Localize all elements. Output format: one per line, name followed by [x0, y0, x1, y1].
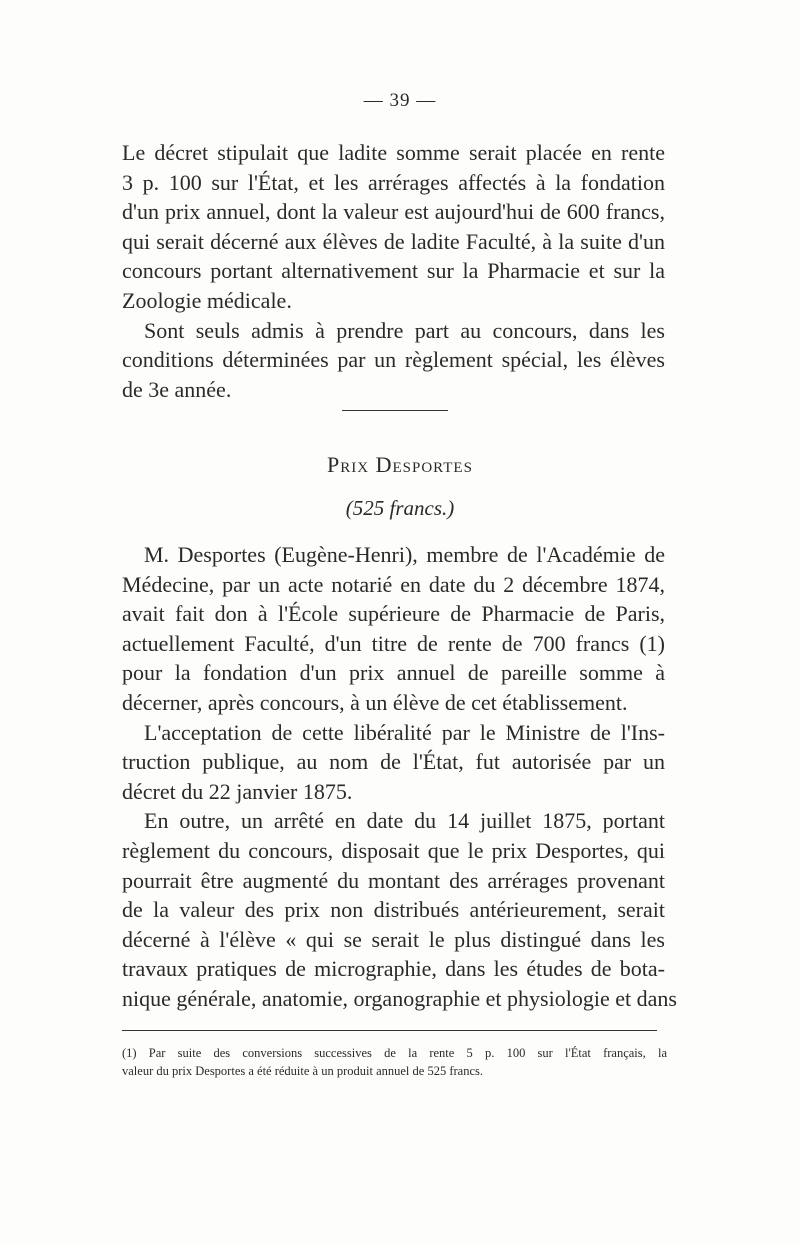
text-line: règlement du concours, disposait que le prix Desportes, qui [122, 837, 665, 863]
footnote-line: (1) Par suite des conversions successives de la rente 5 p. 100 sur l'État français, la [122, 1046, 667, 1060]
text-line: pour la fondation d'un prix annuel de pareille somme à [122, 660, 665, 686]
text-line: Le décret stipulait que ladite somme serait placée en rente [122, 140, 665, 165]
text-line: 3 p. 100 sur l'État, et les arrérages affectés à la fondation [122, 169, 665, 195]
text-line: travaux pratiques de micrographie, dans les études de bota- [122, 956, 665, 982]
text-line: Médecine, par un acte notarié en date du 2 décembre 1874, [122, 571, 665, 597]
text-line: actuellement Faculté, d'un titre de rente de 700 francs (1) [122, 630, 665, 656]
footnote-line: valeur du prix Desportes a été réduite à un produit annuel de 525 francs. [122, 1064, 483, 1078]
text-line: Zoologie médicale. [122, 287, 292, 313]
section-subtitle: (525 francs.) [345, 496, 455, 520]
text-line: décerné à l'élève « qui se serait le plus distingué dans les [122, 926, 665, 952]
text-line: nique générale, anatomie, organographie et physiologie et dans [122, 985, 677, 1011]
text-line: L'acceptation de cette libéralité par le Ministre de l'Ins- [144, 719, 665, 745]
text-line: concours portant alternativement sur la Pharmacie et sur la [122, 258, 665, 284]
text-line: avait fait don à l'École supérieure de Pharmacie de Paris, [122, 601, 665, 627]
section-divider [342, 410, 448, 411]
section-title: Prix Desportes [327, 452, 473, 477]
text-line: qui serait décerné aux élèves de ladite Faculté, à la suite d'un [122, 228, 665, 254]
text-line: pourrait être augmenté du montant des arrérages provenant [122, 867, 665, 893]
text-line: Sont seuls admis à prendre part au concours, dans les [144, 317, 665, 343]
text-line: M. Desportes (Eugène-Henri), membre de l'Académie de [144, 542, 665, 567]
text-line: truction publique, au nom de l'État, fut autorisée par un [122, 749, 665, 775]
text-line: conditions déterminées par un règlement spécial, les élèves [122, 347, 665, 373]
text-line: de la valeur des prix non distribués antérieurement, serait [122, 897, 665, 923]
paragraph-block-desportes [122, 540, 677, 1014]
footnote-rule [122, 1030, 657, 1031]
footnote [122, 1044, 667, 1080]
paragraph-block-intro [122, 138, 665, 404]
page-number: — 39 — [363, 90, 437, 111]
text-line: décret du 22 janvier 1875. [122, 778, 353, 804]
text-line: de 3e année. [122, 376, 232, 402]
text-line: d'un prix annuel, dont la valeur est aujourd'hui de 600 francs, [122, 199, 665, 225]
text-line: En outre, un arrêté en date du 14 juillet 1875, portant [144, 808, 665, 834]
text-line: décerner, après concours, à un élève de cet établissement. [122, 689, 628, 715]
